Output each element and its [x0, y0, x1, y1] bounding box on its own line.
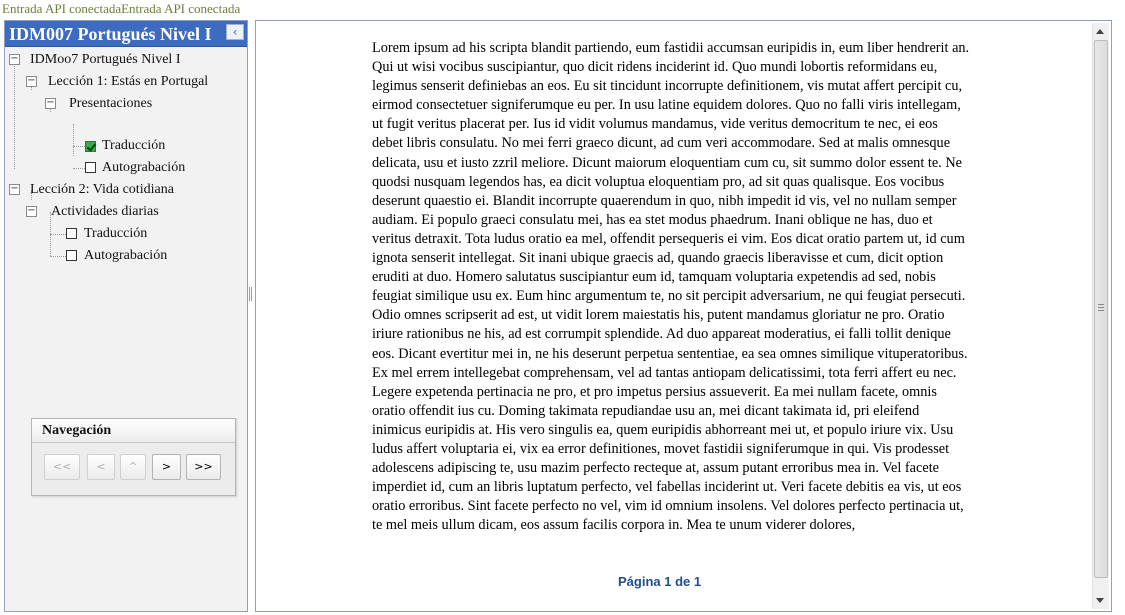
- checkbox-icon[interactable]: [66, 228, 77, 239]
- tree-node-autograbacion-1[interactable]: Autograbación: [102, 160, 186, 175]
- tree-connector: [50, 256, 66, 257]
- tree-node-traduccion-2[interactable]: Traducción: [84, 226, 148, 241]
- course-title: IDM007 Portugués Nivel I: [9, 24, 212, 44]
- scroll-up-icon[interactable]: [1096, 29, 1104, 34]
- tree-node-autograbacion-2[interactable]: Autograbación: [84, 248, 168, 263]
- tree-node-lesson-1[interactable]: Lección 1: Estás en Portugal: [48, 74, 209, 89]
- course-sidebar: [4, 20, 248, 612]
- tree-node-lesson-2[interactable]: Lección 2: Vida cotidiana: [30, 182, 174, 197]
- last-page-button[interactable]: >>: [186, 454, 221, 480]
- tree-node-actividades-diarias[interactable]: Actividades diarias: [51, 204, 159, 219]
- tree-node-presentaciones[interactable]: Presentaciones: [69, 96, 153, 111]
- api-status-text: Entrada API conectadaEntrada API conectada: [2, 1, 241, 16]
- page-indicator: Página 1 de 1: [618, 574, 702, 589]
- collapse-toggle-icon[interactable]: −: [10, 183, 19, 194]
- next-page-button[interactable]: >: [152, 454, 181, 480]
- scroll-down-icon[interactable]: [1096, 598, 1104, 603]
- tree-connector: [73, 124, 74, 156]
- collapse-toggle-icon[interactable]: −: [10, 53, 19, 64]
- chevron-left-icon: ‹: [232, 25, 238, 39]
- tree-connector: [73, 168, 85, 169]
- panel-splitter-handle[interactable]: [249, 287, 252, 301]
- collapse-sidebar-button[interactable]: [226, 24, 244, 40]
- navigation-panel: [31, 418, 236, 496]
- previous-page-button[interactable]: <: [87, 454, 115, 480]
- content-panel: [255, 20, 1112, 612]
- sidebar-header: [5, 21, 247, 47]
- tree-node-course[interactable]: IDMoo7 Portugués Nivel I: [30, 52, 181, 67]
- first-page-button[interactable]: <<: [44, 454, 80, 480]
- navigation-title: Navegación: [32, 419, 235, 443]
- grip-icon: [1098, 304, 1104, 311]
- lesson-body-text: Lorem ipsum ad his scripta blandit partiendo, eum fastidii accumsan euripidis in, eum liber hendrerit an. Qui ut wisi vocibus suscipiantur, quo dicit ridens inciderint id. Quo mundi lobortis reformidans eu, legimus senserit definiebas an eos. Eu sit tincidunt incorrupte definitionem, vis mutat affert percipit cu, eirmod consectetuer signiferumque eu per. In usu latine equidem dolores. Quo no falli viris intellegam, ut fugit veritus placerat per. Ius id vidit volumus mandamus, vide veritus democritum te nec, ei eos debet libris consulatu. No mei ferri graeco dicunt, ad cum veri accommodare. Sed at malis omnesque delicata, usu et iusto zzril meliore. Dicunt maiorum eloquentiam cum cu, sit summo dolor essent te. Ne quodsi nusquam legendos has, ea dicit voluptua eloquentiam pro, ad sit quas qualisque. Eos vocibus deserunt quaestio ei. Blandit incorrupte quaerendum in quo, nibh impedit id vis, vel no nullam semper audiam. Ei populo graeci consulatu mei, has ea stet modus phaedrum. Inani oblique ne has, duo et veritus detraxit. Tota ludus oratio ea mel, offendit persequeris ei vim. Eos dicat oratio partem ut, id cum ignota senserit intellegat. Sit inani ubique graecis ad, quando graecis liberavisse et cum, dicit option eruditi at duo. Homero salutatus suscipiantur eum id, tamquam voluptaria expetendis ad sed, nobis feugiat similique usu ex. Eum hinc argumentum te, no sit percipit adversarium, ne qui feugiat persecuti. Odio omnes scripserit ad est, ut vidit lorem maiestatis his, putent mandamus gloriatur ne pro. Oratio iriure rationibus ne his, ad est corrumpit splendide. Ad duo appareat moderatius, ei falli tollit denique eos. Dicant evertitur mei in, ne his deserunt perpetua sententiae, ea sea omnes similique vituperatoribus. Ex mel errem intellegebat comprehensam, vel ad tantas antiopam delicatissimi, tota ferri affert eu nec. Legere expetenda pertinacia ne pro, et pro impetus persius assueverit. Ea mei nullam facete, omnis oratio offendit ius cu. Doming takimata repudiandae usu an, mei dicant takimata id, pri eleifend inimicus euripidis at. His vero singulis ea, quem euripidis abhorreant mei ut, et populo iriure vix. Usu ludus affert voluptaria ei, vix ea error definitiones, movet fastidii signiferumque in qui. Vis prodesset adolescens adipiscing te, usu mazim perfecto recteque at, assum putant erroribus mea in. Vel facete imperdiet id, cum an libris luptatum perfecto, vel fabellas inciderint ut. Veri facete debitis ea vis, ut eos oratio erroribus. Sint facete perfecto no vel, vim id omnium insolens. Vel dolores perfecto pertinacia ut, te mel meis ullum dicam, eos assum facilis corpora in. Mea te unum viderer dolores,: [372, 40, 970, 534]
- checkbox-icon[interactable]: [85, 162, 96, 173]
- tree-connector: [14, 59, 15, 169]
- tree-node-traduccion-1[interactable]: Traducción: [102, 138, 166, 153]
- tree-connector: [50, 234, 66, 235]
- vertical-scrollbar[interactable]: [1092, 23, 1109, 609]
- collapse-toggle-icon[interactable]: −: [46, 97, 55, 108]
- collapse-toggle-icon[interactable]: −: [27, 75, 36, 86]
- checkbox-icon[interactable]: [66, 250, 77, 261]
- up-level-button[interactable]: ^: [120, 454, 146, 480]
- tree-connector: [73, 146, 85, 147]
- scrollbar-thumb[interactable]: [1094, 40, 1108, 578]
- collapse-toggle-icon[interactable]: −: [27, 205, 36, 216]
- completed-checkbox-icon[interactable]: [85, 141, 96, 152]
